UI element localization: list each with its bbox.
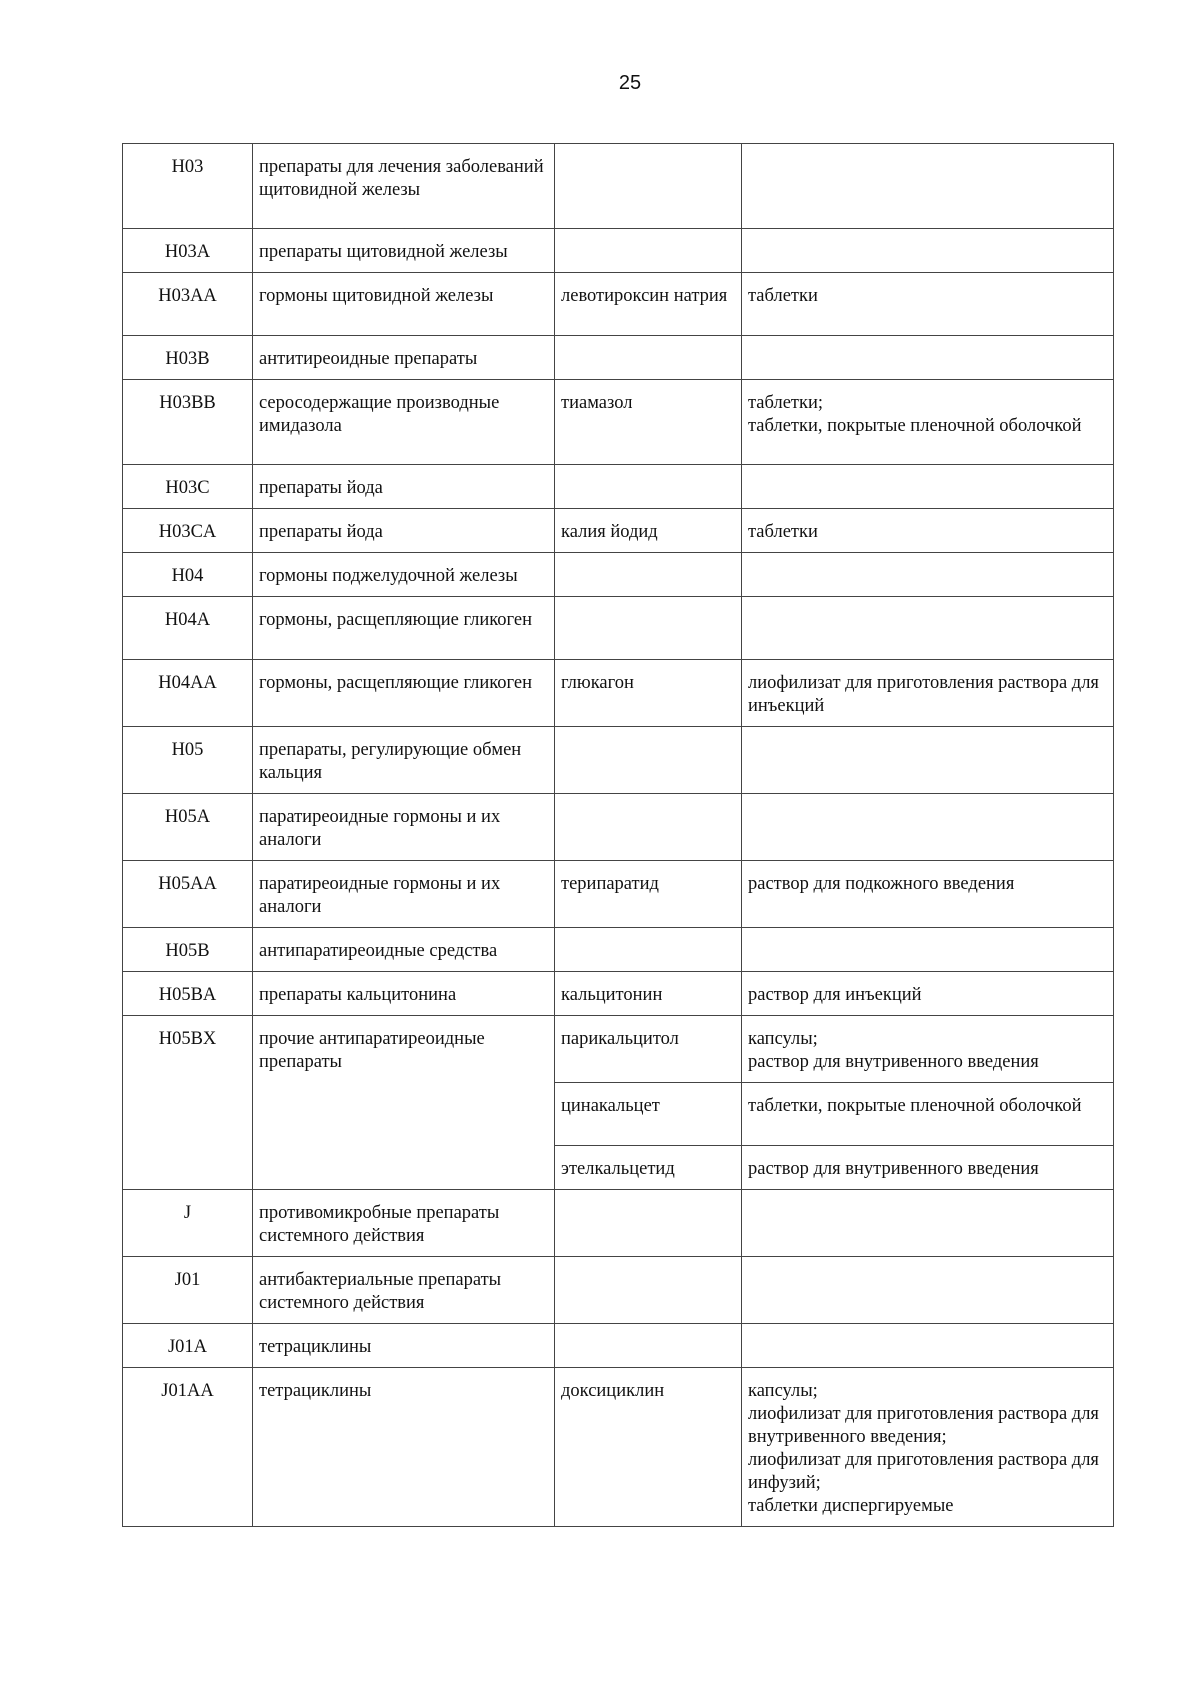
table-body <box>123 144 1114 1527</box>
anatomical-group-cell: тетрациклины <box>253 1368 555 1527</box>
table-row <box>123 794 1114 861</box>
drug-name-cell <box>555 727 742 794</box>
dosage-forms-cell <box>742 553 1114 597</box>
atc-code-cell: H03B <box>123 336 253 380</box>
atc-code-cell: H03A <box>123 229 253 273</box>
anatomical-group-cell: противомикробные препараты системного действия <box>253 1190 555 1257</box>
anatomical-group-cell: препараты щитовидной железы <box>253 229 555 273</box>
drug-name-cell <box>555 1257 742 1324</box>
table-row <box>123 553 1114 597</box>
atc-code-cell: H03BB <box>123 380 253 465</box>
drug-name-cell <box>555 465 742 509</box>
table-row <box>123 1368 1114 1527</box>
anatomical-group-cell: гормоны поджелудочной железы <box>253 553 555 597</box>
anatomical-group-cell: паратиреоидные гормоны и их аналоги <box>253 794 555 861</box>
drug-name-cell: калия йодид <box>555 509 742 553</box>
drug-name-cell <box>555 597 742 660</box>
dosage-forms-cell <box>742 336 1114 380</box>
atc-code-cell: H05BA <box>123 972 253 1016</box>
dosage-form-line: раствор для подкожного введения <box>748 874 1015 894</box>
anatomical-group-cell: прочие антипаратиреоидные препараты <box>253 1016 555 1190</box>
dosage-form-line: таблетки, покрытые пленочной оболочкой <box>748 1096 1082 1116</box>
dosage-form-line: раствор для внутривенного введения <box>748 1159 1039 1179</box>
table-row <box>123 597 1114 660</box>
table-row <box>123 972 1114 1016</box>
table-row <box>123 1190 1114 1257</box>
dosage-forms-cell <box>742 1083 1114 1146</box>
anatomical-group-cell: гормоны, расщепляющие гликоген <box>253 660 555 727</box>
table-row <box>123 336 1114 380</box>
drug-name-cell <box>555 794 742 861</box>
table-row <box>123 380 1114 465</box>
anatomical-group-cell: препараты для лечения заболеваний щитовидной железы <box>253 144 555 229</box>
dosage-form-line: лиофилизат для приготовления раствора для инъекций <box>748 673 1099 716</box>
table-row <box>123 144 1114 229</box>
atc-code-cell: H04 <box>123 553 253 597</box>
dosage-forms-cell <box>742 509 1114 553</box>
drug-name-cell: этелкальцетид <box>555 1146 742 1190</box>
atc-code-cell: H03AA <box>123 273 253 336</box>
anatomical-group-cell: серосодержащие производные имидазола <box>253 380 555 465</box>
dosage-forms-cell <box>742 229 1114 273</box>
dosage-forms-cell <box>742 794 1114 861</box>
table-row <box>123 928 1114 972</box>
dosage-form-line: раствор для внутривенного введения <box>748 1052 1039 1072</box>
anatomical-group-cell: паратиреоидные гормоны и их аналоги <box>253 861 555 928</box>
dosage-form-line: капсулы; <box>748 1029 818 1049</box>
dosage-forms-cell <box>742 1190 1114 1257</box>
anatomical-group-cell: антитиреоидные препараты <box>253 336 555 380</box>
anatomical-group-cell: антипаратиреоидные средства <box>253 928 555 972</box>
drug-name-cell: доксициклин <box>555 1368 742 1527</box>
atc-code-cell: J01 <box>123 1257 253 1324</box>
table-row <box>123 861 1114 928</box>
table-row <box>123 1016 1114 1083</box>
anatomical-group-cell: препараты, регулирующие обмен кальция <box>253 727 555 794</box>
atc-code-cell: H05B <box>123 928 253 972</box>
table-row <box>123 229 1114 273</box>
page-number: 25 <box>618 72 642 94</box>
atc-code-cell: J <box>123 1190 253 1257</box>
table-row <box>123 727 1114 794</box>
drug-name-cell <box>555 144 742 229</box>
atc-code-cell: H03 <box>123 144 253 229</box>
dosage-form-line: таблетки диспергируемые <box>748 1496 954 1516</box>
dosage-form-line: раствор для инъекций <box>748 985 922 1005</box>
atc-code-cell: H05 <box>123 727 253 794</box>
table-row <box>123 273 1114 336</box>
atc-code-cell: H05BX <box>123 1016 253 1190</box>
dosage-forms-cell <box>742 861 1114 928</box>
table-row <box>123 1257 1114 1324</box>
table-row <box>123 465 1114 509</box>
dosage-forms-cell <box>742 1324 1114 1368</box>
dosage-forms-cell <box>742 1146 1114 1190</box>
drug-name-cell <box>555 1190 742 1257</box>
dosage-forms-cell <box>742 597 1114 660</box>
dosage-form-line: таблетки, покрытые пленочной оболочкой <box>748 416 1082 436</box>
anatomical-group-cell: препараты йода <box>253 509 555 553</box>
dosage-form-line: лиофилизат для приготовления раствора для внутривенного введения; <box>748 1404 1099 1447</box>
anatomical-group-cell: препараты йода <box>253 465 555 509</box>
dosage-forms-cell <box>742 928 1114 972</box>
dosage-forms-cell <box>742 660 1114 727</box>
table-row <box>123 660 1114 727</box>
dosage-form-line: лиофилизат для приготовления раствора для инфузий; <box>748 1450 1099 1493</box>
anatomical-group-cell: гормоны щитовидной железы <box>253 273 555 336</box>
anatomical-group-cell: антибактериальные препараты системного действия <box>253 1257 555 1324</box>
dosage-forms-cell <box>742 380 1114 465</box>
drug-name-cell: глюкагон <box>555 660 742 727</box>
drug-name-cell: парикальцитол <box>555 1016 742 1083</box>
drug-name-cell: цинакальцет <box>555 1083 742 1146</box>
atc-code-cell: H05A <box>123 794 253 861</box>
atc-code-cell: J01AA <box>123 1368 253 1527</box>
drug-name-cell <box>555 928 742 972</box>
atc-code-cell: H03CA <box>123 509 253 553</box>
dosage-form-line: таблетки <box>748 522 818 542</box>
atc-code-cell: H04A <box>123 597 253 660</box>
dosage-forms-cell <box>742 144 1114 229</box>
anatomical-group-cell: тетрациклины <box>253 1324 555 1368</box>
dosage-forms-cell <box>742 1016 1114 1083</box>
anatomical-group-cell: гормоны, расщепляющие гликоген <box>253 597 555 660</box>
drug-name-cell <box>555 336 742 380</box>
drug-name-cell: тиамазол <box>555 380 742 465</box>
dosage-form-line: капсулы; <box>748 1381 818 1401</box>
drug-name-cell: кальцитонин <box>555 972 742 1016</box>
dosage-forms-cell <box>742 972 1114 1016</box>
drug-name-cell <box>555 1324 742 1368</box>
atc-code-cell: H03C <box>123 465 253 509</box>
atc-code-cell: H04AA <box>123 660 253 727</box>
dosage-forms-cell <box>742 727 1114 794</box>
drug-name-cell <box>555 229 742 273</box>
table-row <box>123 509 1114 553</box>
anatomical-group-cell: препараты кальцитонина <box>253 972 555 1016</box>
atc-drug-table <box>122 143 1114 1527</box>
dosage-forms-cell <box>742 465 1114 509</box>
dosage-form-line: таблетки <box>748 286 818 306</box>
table-row <box>123 1324 1114 1368</box>
drug-name-cell: левотироксин натрия <box>555 273 742 336</box>
atc-code-cell: H05AA <box>123 861 253 928</box>
drug-name-cell: терипаратид <box>555 861 742 928</box>
dosage-forms-cell <box>742 273 1114 336</box>
dosage-forms-cell <box>742 1368 1114 1527</box>
dosage-form-line: таблетки; <box>748 393 824 413</box>
dosage-forms-cell <box>742 1257 1114 1324</box>
atc-code-cell: J01A <box>123 1324 253 1368</box>
drug-name-cell <box>555 553 742 597</box>
